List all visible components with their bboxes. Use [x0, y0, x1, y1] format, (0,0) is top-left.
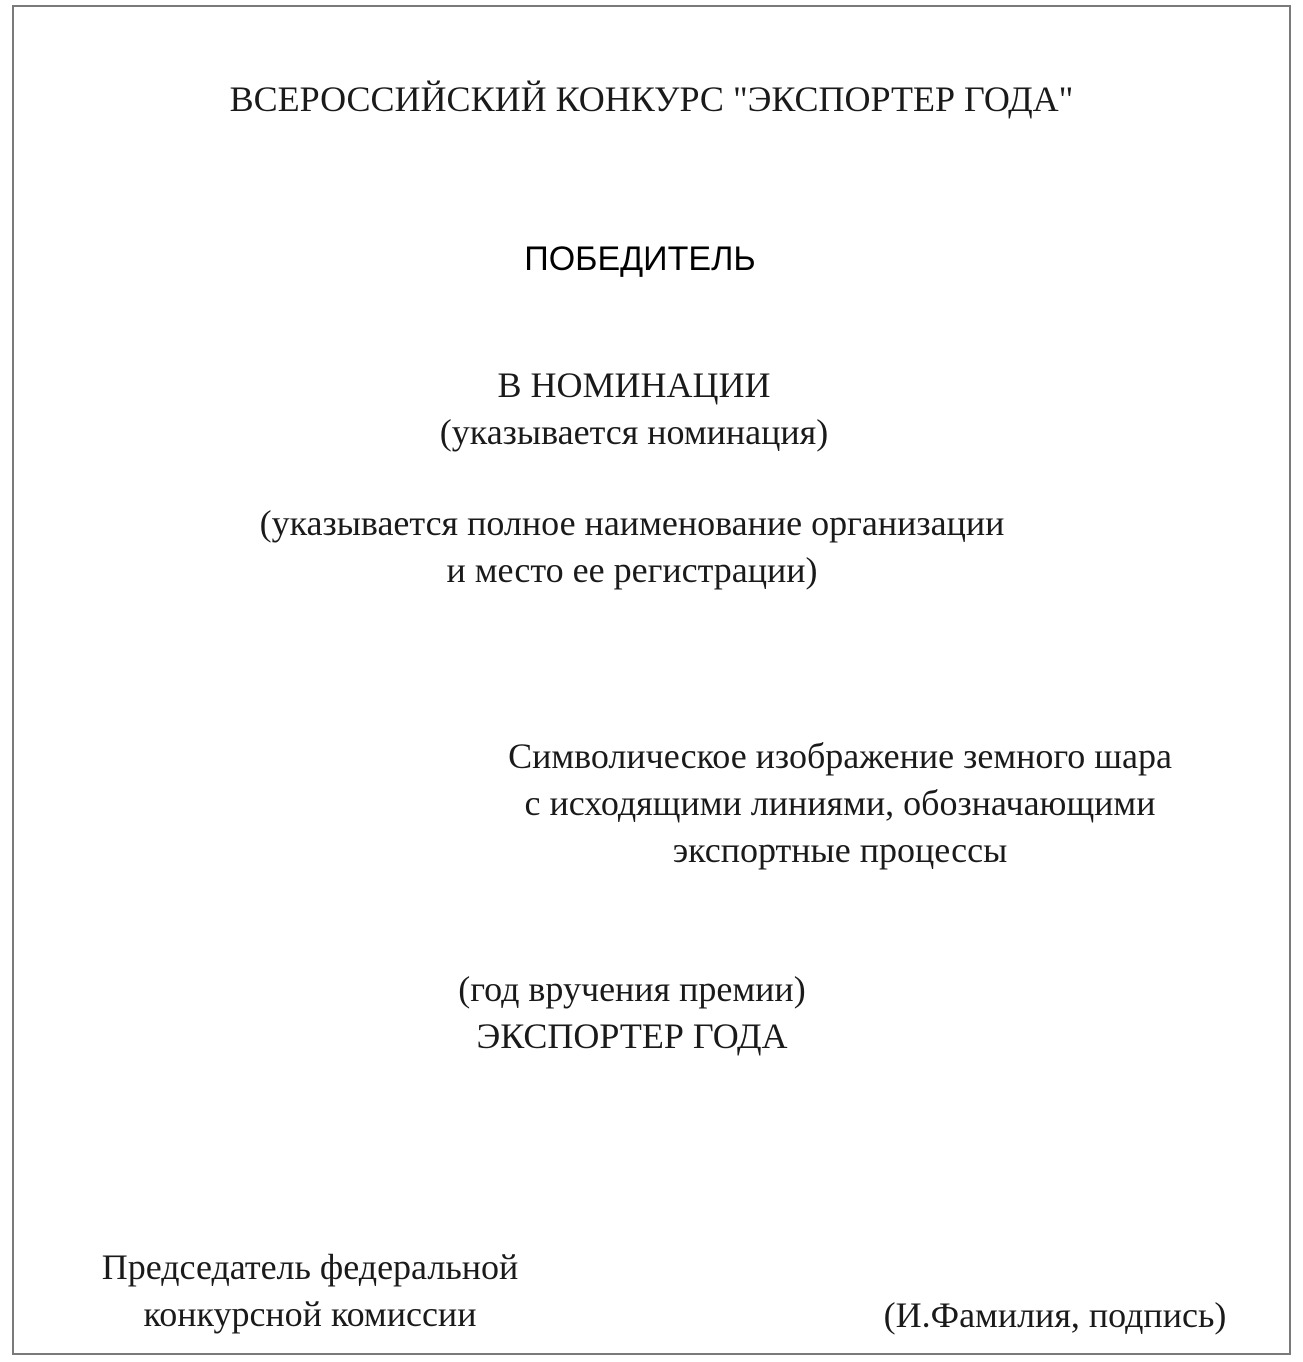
award-block [0, 966, 1264, 1060]
nomination-placeholder: (указывается номинация) [439, 412, 829, 452]
award-year-placeholder: (год вручения премии) [458, 969, 806, 1009]
globe-description-line-2: с исходящими линиями, обозначающими [524, 783, 1156, 823]
signatory-position-line-1: Председатель федеральной [101, 1247, 519, 1287]
organization-line-2: и место ее регистрации) [446, 550, 818, 590]
organization-line-1: (указывается полное наименование организации [259, 503, 1005, 543]
award-name: ЭКСПОРТЕР ГОДА [476, 1016, 788, 1056]
globe-description-line-3: экспортные процессы [672, 830, 1008, 870]
organization-block [0, 500, 1264, 594]
signatory-name-signature: (И.Фамилия, подпись) [883, 1295, 1227, 1335]
document-frame [12, 5, 1291, 1355]
nomination-heading: В НОМИНАЦИИ [497, 365, 771, 405]
winner-label: ПОБЕДИТЕЛЬ [524, 240, 756, 278]
signatory-position [40, 1244, 580, 1338]
document-title: ВСЕРОССИЙСКИЙ КОНКУРС "ЭКСПОРТЕР ГОДА" [229, 79, 1074, 119]
signatory-position-line-2: конкурсной комиссии [143, 1294, 477, 1334]
globe-description-line-1: Символическое изображение земного шара [508, 736, 1172, 776]
nomination-block [0, 362, 1268, 456]
globe-description-block [440, 733, 1240, 874]
